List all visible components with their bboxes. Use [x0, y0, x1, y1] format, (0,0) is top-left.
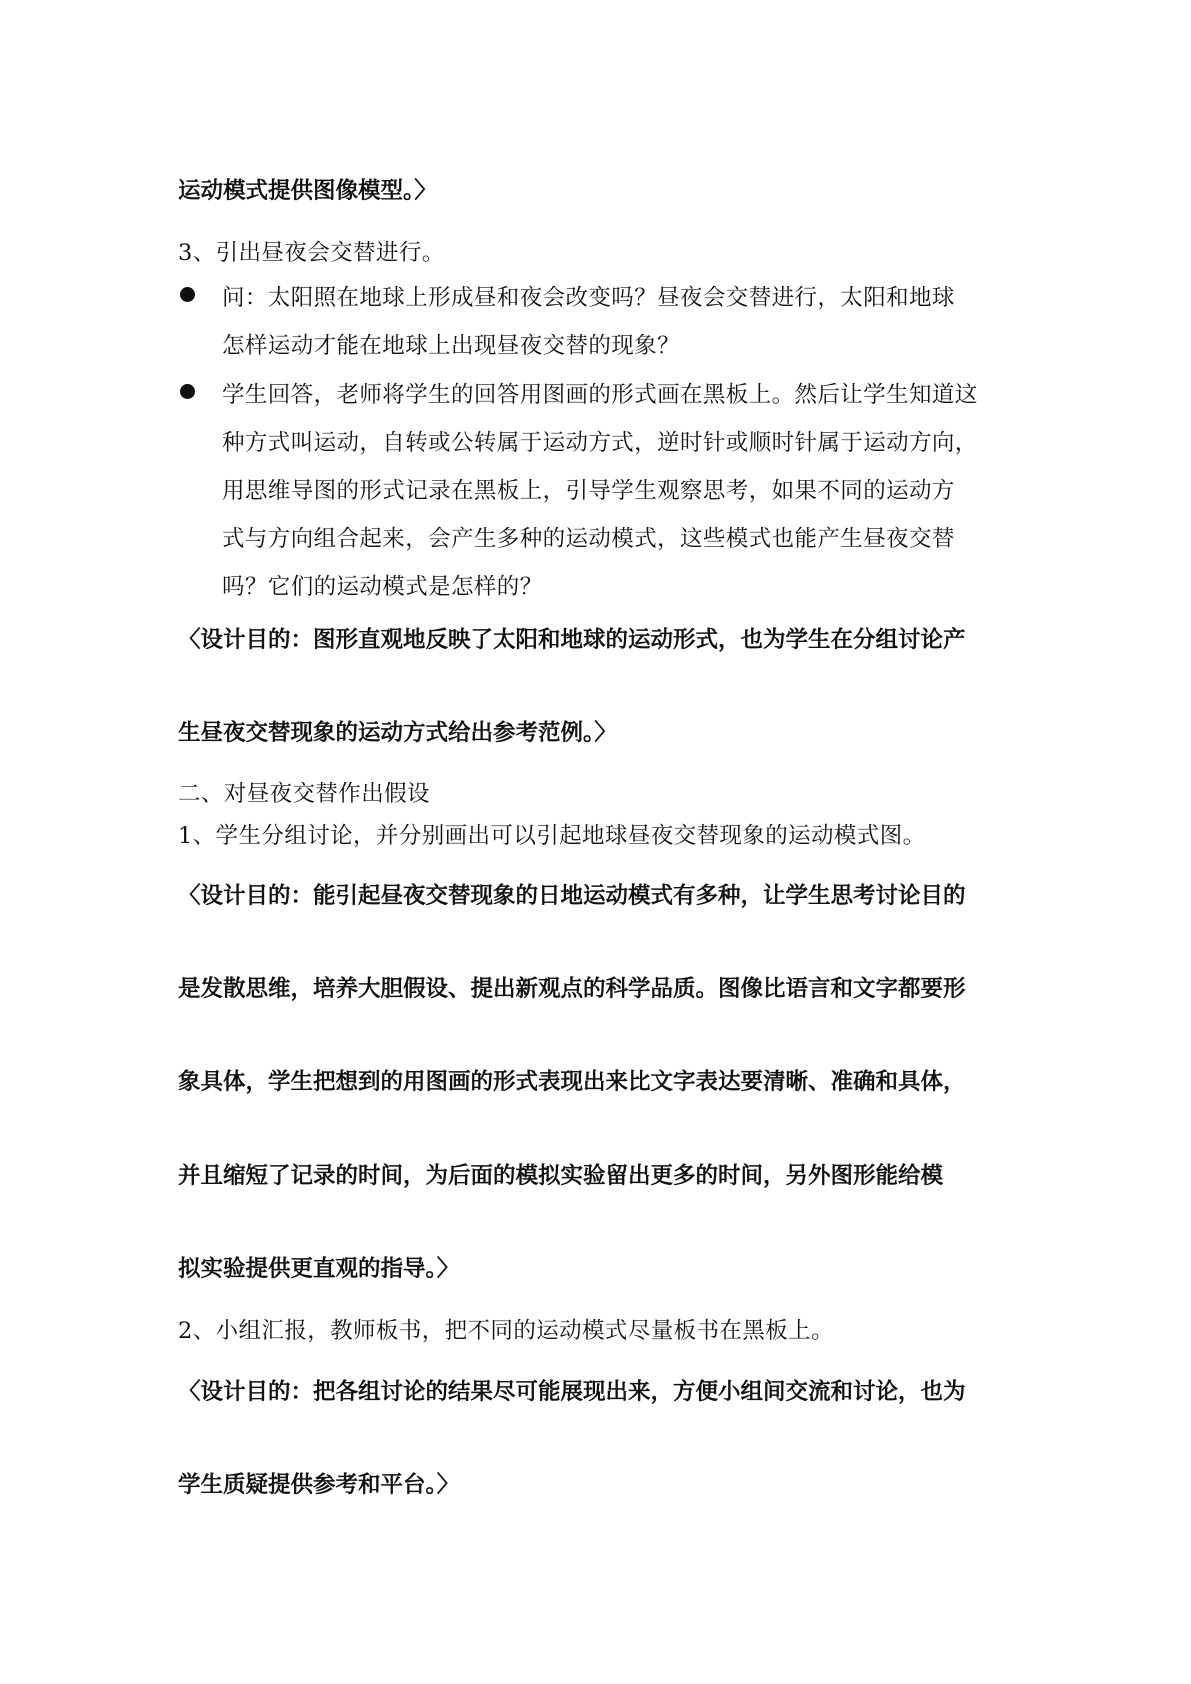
design-purpose-3-line-2: 学生质疑提供参考和平台。〉 — [178, 1472, 460, 1498]
bullet-answer-line-3: 用思维导图的形式记录在黑板上，引导学生观察思考，如果不同的运动方 — [222, 478, 955, 504]
bullet-question-line-1: 问：太阳照在地球上形成昼和夜会改变吗？昼夜会交替进行，太阳和地球 — [222, 285, 955, 311]
design-purpose-2-line-4: 并且缩短了记录的时间，为后面的模拟实验留出更多的时间，另外图形能给模 — [178, 1163, 944, 1189]
design-purpose-3-line-1: 〈设计目的：把各组讨论的结果尽可能展现出来，方便小组间交流和讨论，也为 — [178, 1379, 966, 1405]
bullet-answer-line-2: 种方式叫运动，自转或公转属于运动方式，逆时针或顺时针属于运动方向， — [222, 430, 978, 456]
bullet-answer-line-4: 式与方向组合起来，会产生多种的运动模式，这些模式也能产生昼夜交替 — [222, 526, 955, 552]
step-3-heading: 3、引出昼夜会交替进行。 — [178, 240, 445, 266]
design-purpose-continuation: 运动模式提供图像模型。〉 — [178, 178, 437, 204]
bullet-answer-line-1: 学生回答，老师将学生的回答用图画的形式画在黑板上。然后让学生知道这 — [222, 382, 978, 408]
design-purpose-2-line-1: 〈设计目的：能引起昼夜交替现象的日地运动模式有多种，让学生思考讨论目的 — [178, 883, 966, 909]
design-purpose-1-line-2: 生昼夜交替现象的运动方式给出参考范例。〉 — [178, 720, 617, 746]
bullet-answer-line-5: 吗？它们的运动模式是怎样的？ — [222, 574, 543, 600]
design-purpose-2-line-5: 拟实验提供更直观的指导。〉 — [178, 1256, 460, 1282]
design-purpose-1-line-1: 〈设计目的：图形直观地反映了太阳和地球的运动形式，也为学生在分组讨论产 — [178, 627, 966, 653]
section-2-heading: 二、对昼夜交替作出假设 — [178, 781, 430, 807]
step-1-text: 1、学生分组讨论，并分别画出可以引起地球昼夜交替现象的运动模式图。 — [178, 823, 926, 849]
bullet-icon — [180, 384, 195, 399]
bullet-icon — [180, 287, 195, 302]
design-purpose-2-line-2: 是发散思维，培养大胆假设、提出新观点的科学品质。图像比语言和文字都要形 — [178, 976, 966, 1002]
step-2-text: 2、小组汇报，教师板书，把不同的运动模式尽量板书在黑板上。 — [178, 1318, 834, 1344]
bullet-question-line-2: 怎样运动才能在地球上出现昼夜交替的现象？ — [222, 333, 681, 359]
design-purpose-2-line-3: 象具体，学生把想到的用图画的形式表现出来比文字表达要清晰、准确和具体， — [178, 1069, 966, 1095]
